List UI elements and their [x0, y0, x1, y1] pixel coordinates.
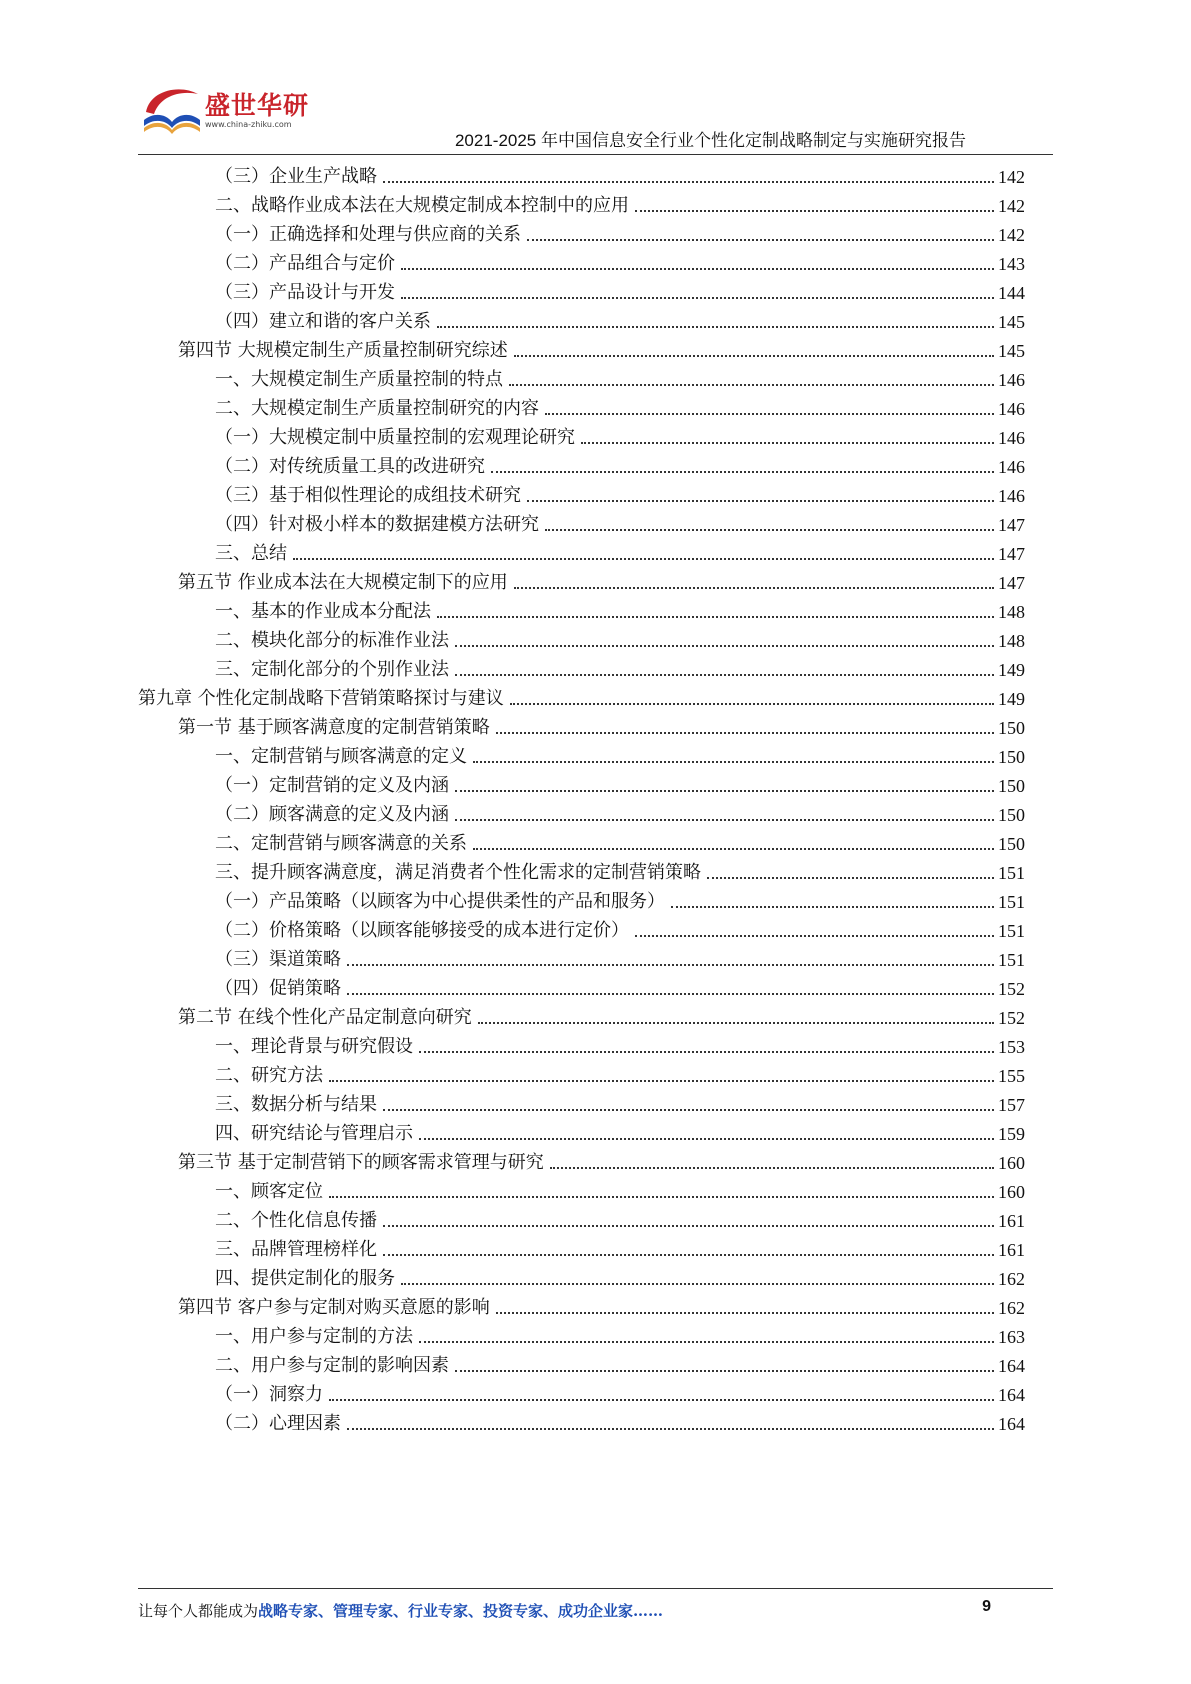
toc-entry-title: （二）心理因素: [215, 1413, 341, 1434]
toc-entry-title: （四）促销策略: [215, 978, 341, 999]
slogan-lead: 让每个人都能成为: [138, 1602, 259, 1620]
toc-entry[interactable]: [178, 709, 1025, 739]
toc-entry[interactable]: [215, 970, 1025, 1000]
toc-entry[interactable]: [178, 1144, 1025, 1174]
toc-entry[interactable]: [215, 506, 1025, 536]
toc-dot-leader: [347, 993, 994, 995]
toc-entry-title: 二、研究方法: [215, 1065, 323, 1086]
toc-dot-leader: [514, 355, 994, 357]
toc-entry[interactable]: [178, 1289, 1025, 1319]
toc-entry[interactable]: [215, 1028, 1025, 1058]
toc-entry[interactable]: [215, 912, 1025, 942]
toc-dot-leader: [347, 964, 994, 966]
toc-entry[interactable]: [215, 216, 1025, 246]
toc-entry-title: 四、提供定制化的服务: [215, 1268, 395, 1289]
toc-entry-page: 162: [998, 1269, 1025, 1289]
toc-dot-leader: [419, 1341, 994, 1343]
toc-entry-title: 二、个性化信息传播: [215, 1210, 377, 1231]
toc-entry-title: 第四节 大规模定制生产质量控制研究综述: [178, 340, 508, 361]
toc-entry[interactable]: [215, 477, 1025, 507]
toc-entry[interactable]: [215, 390, 1025, 420]
toc-entry-title: 第三节 基于定制营销下的顾客需求管理与研究: [178, 1152, 544, 1173]
toc-entry[interactable]: [215, 1115, 1025, 1145]
toc-dot-leader: [527, 500, 994, 502]
toc-dot-leader: [510, 703, 994, 705]
toc-entry-title: 第一节 基于顾客满意度的定制营销策略: [178, 717, 490, 738]
toc-dot-leader: [496, 732, 994, 734]
toc-entry[interactable]: [215, 1173, 1025, 1203]
toc-entry-page: 164: [998, 1414, 1025, 1434]
toc-entry-title: （三）企业生产战略: [215, 166, 377, 187]
toc-entry-page: 150: [998, 718, 1025, 738]
toc-entry[interactable]: [215, 245, 1025, 275]
toc-dot-leader: [401, 1283, 994, 1285]
toc-entry[interactable]: [215, 535, 1025, 565]
toc-dot-leader: [455, 819, 994, 821]
toc-entry-page: 144: [998, 283, 1025, 303]
toc-entry-title: 第五节 作业成本法在大规模定制下的应用: [178, 572, 508, 593]
toc-entry[interactable]: [215, 448, 1025, 478]
toc-entry[interactable]: [215, 1347, 1025, 1377]
toc-entry-page: 155: [998, 1066, 1025, 1086]
footer-slogan: [138, 1600, 663, 1621]
toc-entry-title: 二、模块化部分的标准作业法: [215, 630, 449, 651]
toc-dot-leader: [401, 268, 994, 270]
toc-entry[interactable]: [178, 999, 1025, 1029]
toc-dot-leader: [293, 558, 994, 560]
toc-entry-page: 146: [998, 486, 1025, 506]
toc-entry-title: 第二节 在线个性化产品定制意向研究: [178, 1007, 472, 1028]
toc-entry-title: （二）价格策略（以顾客能够接受的成本进行定价）: [215, 920, 629, 941]
toc-entry[interactable]: [215, 941, 1025, 971]
toc-entry-page: 148: [998, 631, 1025, 651]
toc-entry[interactable]: [215, 854, 1025, 884]
toc-entry-page: 152: [998, 979, 1025, 999]
toc-entry-page: 142: [998, 167, 1025, 187]
toc-dot-leader: [329, 1080, 994, 1082]
toc-dot-leader: [635, 935, 994, 937]
toc-entry-title: 第九章 个性化定制战略下营销策略探讨与建议: [138, 688, 504, 709]
toc-entry-title: （一）洞察力: [215, 1384, 323, 1405]
page-number: 9: [982, 1598, 991, 1615]
toc-entry-title: 三、提升顾客满意度，满足消费者个性化需求的定制营销策略: [215, 862, 701, 883]
toc-entry-title: （二）对传统质量工具的改进研究: [215, 456, 485, 477]
toc-entry-page: 146: [998, 457, 1025, 477]
toc-entry[interactable]: [215, 1260, 1025, 1290]
toc-entry-title: 三、总结: [215, 543, 287, 564]
toc-dot-leader: [473, 761, 994, 763]
toc-entry-title: 一、顾客定位: [215, 1181, 323, 1202]
toc-entry-title: 一、定制营销与顾客满意的定义: [215, 746, 467, 767]
toc-entry-title: 一、用户参与定制的方法: [215, 1326, 413, 1347]
toc-entry-title: （一）大规模定制中质量控制的宏观理论研究: [215, 427, 575, 448]
toc-entry[interactable]: [178, 332, 1025, 362]
toc-dot-leader: [550, 1167, 994, 1169]
toc-entry-page: 150: [998, 776, 1025, 796]
toc-dot-leader: [437, 326, 994, 328]
toc-entry[interactable]: [215, 622, 1025, 652]
logo-book-icon: [140, 82, 204, 142]
toc-entry[interactable]: [138, 680, 1025, 710]
toc-entry-title: （二）顾客满意的定义及内涵: [215, 804, 449, 825]
toc-entry[interactable]: [215, 1202, 1025, 1232]
toc-entry-title: （三）渠道策略: [215, 949, 341, 970]
toc-entry-page: 151: [998, 921, 1025, 941]
toc-entry-title: （一）定制营销的定义及内涵: [215, 775, 449, 796]
toc-dot-leader: [383, 1109, 994, 1111]
toc-dot-leader: [419, 1138, 994, 1140]
toc-entry-title: （三）基于相似性理论的成组技术研究: [215, 485, 521, 506]
toc-entry[interactable]: [215, 1086, 1025, 1116]
toc-dot-leader: [455, 790, 994, 792]
toc-dot-leader: [383, 1225, 994, 1227]
toc-entry[interactable]: [215, 796, 1025, 826]
toc-entry-title: 三、品牌管理榜样化: [215, 1239, 377, 1260]
toc-dot-leader: [527, 239, 994, 241]
toc-entry[interactable]: [215, 1376, 1025, 1406]
toc-dot-leader: [383, 181, 994, 183]
toc-dot-leader: [455, 1370, 994, 1372]
toc-dot-leader: [401, 297, 994, 299]
toc-entry-page: 149: [998, 689, 1025, 709]
toc-dot-leader: [545, 529, 994, 531]
toc-entry-page: 146: [998, 370, 1025, 390]
toc-entry[interactable]: [215, 158, 1025, 188]
toc-dot-leader: [383, 1254, 994, 1256]
toc-entry-page: 148: [998, 602, 1025, 622]
toc-entry-page: 149: [998, 660, 1025, 680]
toc-entry-page: 161: [998, 1240, 1025, 1260]
toc-entry[interactable]: [215, 1405, 1025, 1435]
toc-entry-page: 150: [998, 805, 1025, 825]
toc-entry-page: 163: [998, 1327, 1025, 1347]
toc-dot-leader: [491, 471, 994, 473]
toc-entry-title: （二）产品组合与定价: [215, 253, 395, 274]
toc-entry-title: 三、数据分析与结果: [215, 1094, 377, 1115]
toc-entry-page: 164: [998, 1385, 1025, 1405]
toc-entry-title: 二、用户参与定制的影响因素: [215, 1355, 449, 1376]
toc-entry-title: 二、战略作业成本法在大规模定制成本控制中的应用: [215, 195, 629, 216]
toc-entry-page: 161: [998, 1211, 1025, 1231]
toc-dot-leader: [545, 413, 994, 415]
toc-dot-leader: [496, 1312, 994, 1314]
toc-dot-leader: [707, 877, 994, 879]
toc-entry-page: 151: [998, 863, 1025, 883]
toc-entry[interactable]: [215, 883, 1025, 913]
toc-dot-leader: [514, 587, 994, 589]
toc-entry-page: 151: [998, 892, 1025, 912]
toc-entry-page: 160: [998, 1182, 1025, 1202]
toc-dot-leader: [419, 1051, 994, 1053]
toc-entry-page: 143: [998, 254, 1025, 274]
toc-entry-page: 162: [998, 1298, 1025, 1318]
toc-dot-leader: [455, 645, 994, 647]
toc-entry-title: 二、大规模定制生产质量控制研究的内容: [215, 398, 539, 419]
slogan-accent: 战略专家、管理专家、行业专家、投资专家、成功企业家……: [258, 1602, 664, 1620]
toc-entry[interactable]: [215, 1057, 1025, 1087]
toc-entry[interactable]: [215, 825, 1025, 855]
toc-entry-page: 157: [998, 1095, 1025, 1115]
toc-entry-page: 145: [998, 341, 1025, 361]
toc-entry[interactable]: [215, 767, 1025, 797]
toc-entry-title: （四）针对极小样本的数据建模方法研究: [215, 514, 539, 535]
report-title: 2021-2025 年中国信息安全行业个性化定制战略制定与实施研究报告: [454, 131, 966, 150]
toc-dot-leader: [473, 848, 994, 850]
toc-entry-title: 三、定制化部分的个别作业法: [215, 659, 449, 680]
toc-entry-title: 一、基本的作业成本分配法: [215, 601, 431, 622]
page-header: [0, 0, 1191, 160]
toc-entry-page: 147: [998, 573, 1025, 593]
toc-dot-leader: [581, 442, 994, 444]
toc-entry-page: 164: [998, 1356, 1025, 1376]
toc-entry-page: 145: [998, 312, 1025, 332]
toc-dot-leader: [455, 674, 994, 676]
toc-entry-page: 150: [998, 747, 1025, 767]
toc-entry-page: 152: [998, 1008, 1025, 1028]
toc-entry-title: （四）建立和谐的客户关系: [215, 311, 431, 332]
toc-entry[interactable]: [215, 274, 1025, 304]
toc-entry-title: （一）正确选择和处理与供应商的关系: [215, 224, 521, 245]
footer-divider: [138, 1588, 1053, 1589]
toc-entry-title: 一、理论背景与研究假设: [215, 1036, 413, 1057]
toc-entry-page: 159: [998, 1124, 1025, 1144]
toc-entry-page: 147: [998, 544, 1025, 564]
toc-entry-title: 二、定制营销与顾客满意的关系: [215, 833, 467, 854]
toc-entry[interactable]: [215, 303, 1025, 333]
logo-url: www.china-zhiku.com: [205, 120, 292, 129]
toc-entry[interactable]: [178, 564, 1025, 594]
toc-entry[interactable]: [215, 593, 1025, 623]
toc-entry[interactable]: [215, 1231, 1025, 1261]
toc-entry-page: 146: [998, 428, 1025, 448]
toc-entry-page: 150: [998, 834, 1025, 854]
toc-dot-leader: [437, 616, 994, 618]
toc-dot-leader: [347, 1428, 994, 1430]
toc-entry-title: （一）产品策略（以顾客为中心提供柔性的产品和服务）: [215, 891, 665, 912]
toc-dot-leader: [509, 384, 994, 386]
toc-dot-leader: [478, 1022, 994, 1024]
toc-entry-title: 四、研究结论与管理启示: [215, 1123, 413, 1144]
toc-dot-leader: [329, 1196, 994, 1198]
header-divider: [138, 154, 1053, 155]
toc-entry-page: 153: [998, 1037, 1025, 1057]
toc-entry[interactable]: [215, 187, 1025, 217]
toc-entry-page: 147: [998, 515, 1025, 535]
company-logo: [140, 82, 320, 146]
toc-entry-title: （三）产品设计与开发: [215, 282, 395, 303]
toc-entry[interactable]: [215, 651, 1025, 681]
toc-entry-title: 第四节 客户参与定制对购买意愿的影响: [178, 1297, 490, 1318]
toc-entry[interactable]: [215, 738, 1025, 768]
toc-entry[interactable]: [215, 1318, 1025, 1348]
toc-entry-page: 160: [998, 1153, 1025, 1173]
toc-dot-leader: [635, 210, 994, 212]
toc-entry[interactable]: [215, 361, 1025, 391]
toc-entry-page: 142: [998, 225, 1025, 245]
logo-text: 盛世华研: [205, 91, 310, 120]
toc-dot-leader: [671, 906, 994, 908]
toc-entry-page: 146: [998, 399, 1025, 419]
toc-dot-leader: [329, 1399, 994, 1401]
toc-entry-title: 一、大规模定制生产质量控制的特点: [215, 369, 503, 390]
toc-entry-page: 151: [998, 950, 1025, 970]
toc-entry-page: 142: [998, 196, 1025, 216]
toc-entry[interactable]: [215, 419, 1025, 449]
